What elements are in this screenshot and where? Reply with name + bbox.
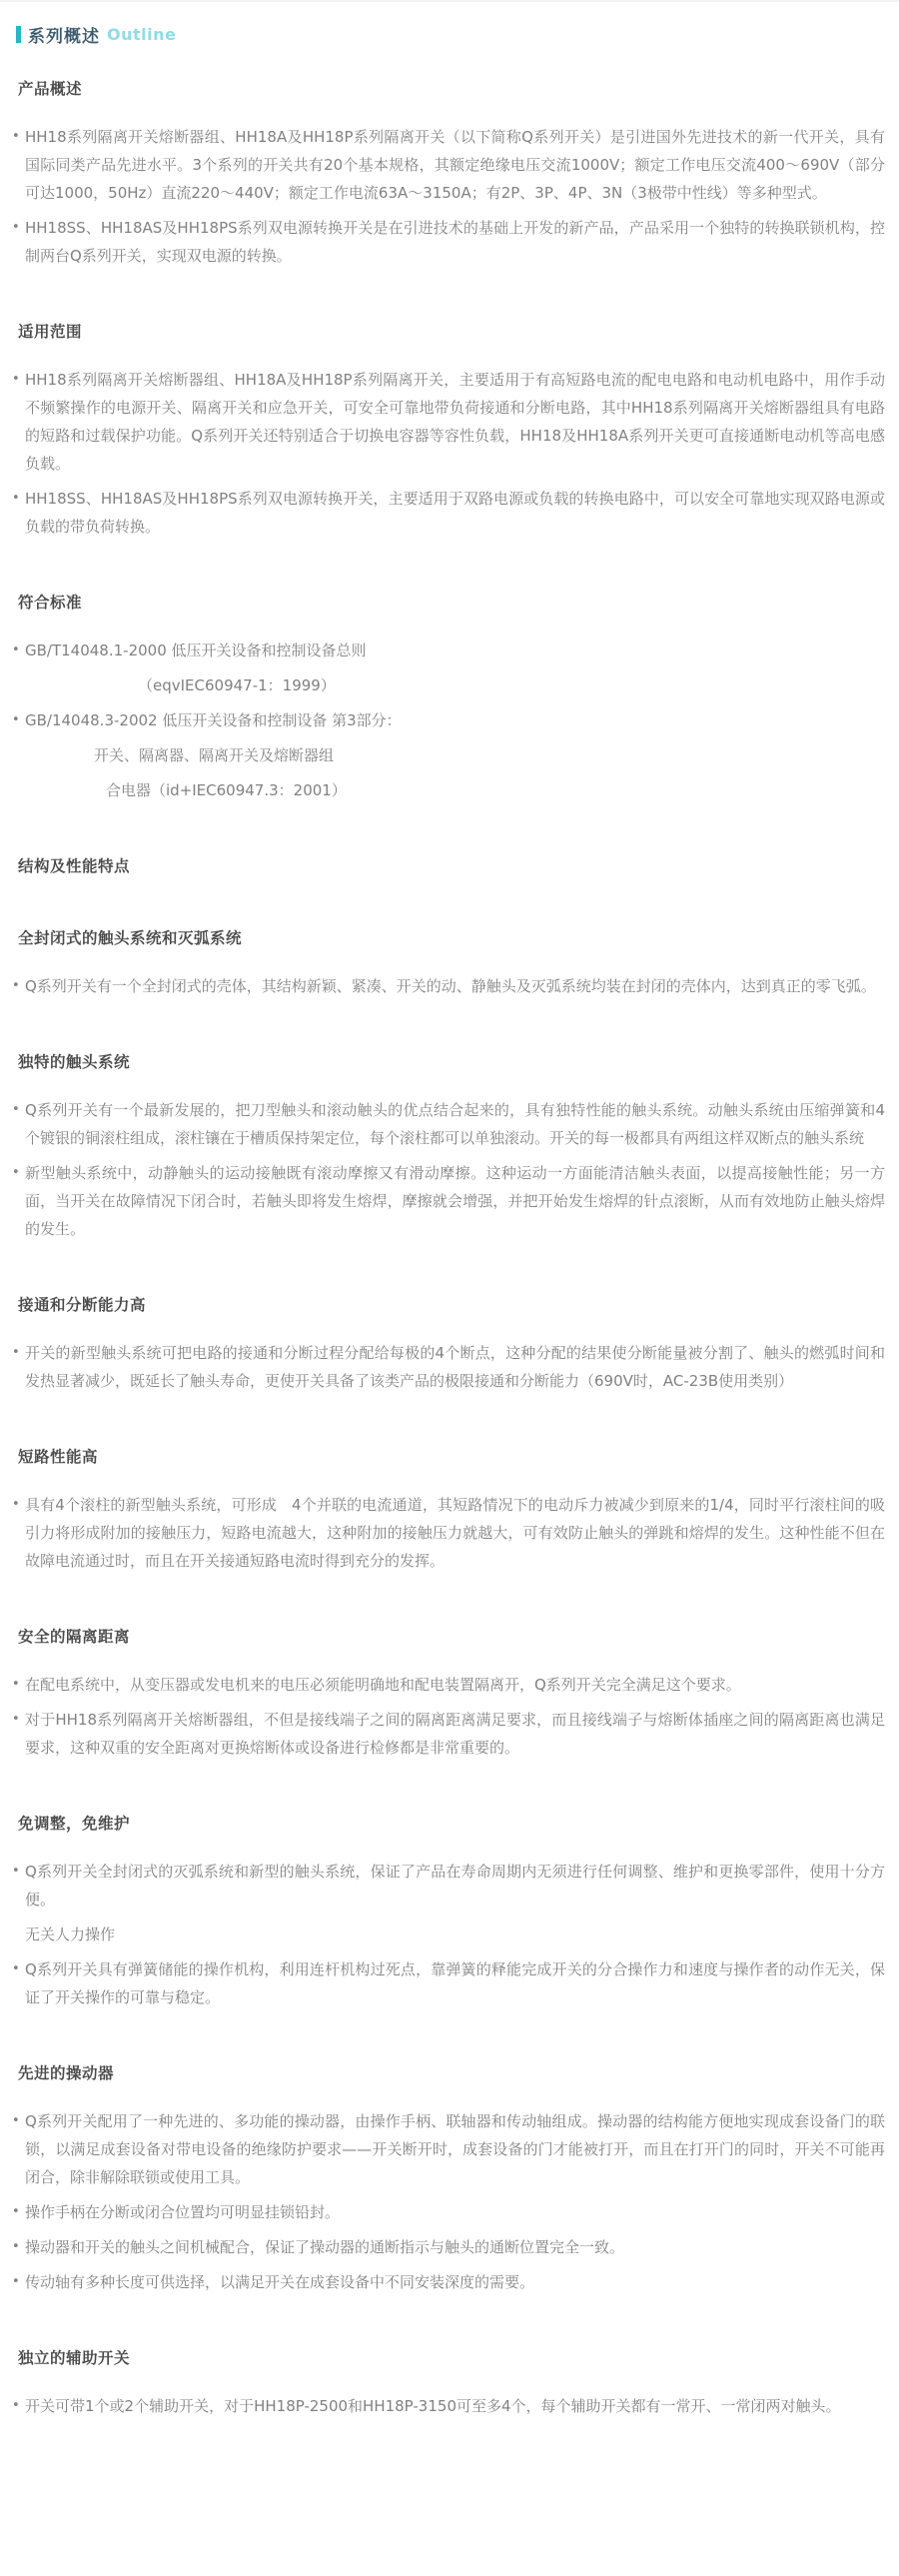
section-application-scope xyxy=(10,320,885,541)
bullet-icon: • xyxy=(12,978,20,993)
paragraph-text: Q系列开关全封闭式的灭弧系统和新型的触头系统，保证了产品在寿命周期内无须进行任何调整、维护和更换零部件，使用十分方便。 xyxy=(25,1863,885,1909)
bullet-paragraph xyxy=(10,1955,885,2011)
section-heading-short-circuit-performance: 短路性能高 xyxy=(18,1448,99,1466)
bullet-paragraph xyxy=(10,2233,885,2261)
section-isolation-distance xyxy=(10,1625,885,1762)
bullet-paragraph xyxy=(10,1858,885,1914)
bullet-paragraph xyxy=(10,2268,885,2296)
bullet-icon: • xyxy=(12,2398,20,2413)
paragraph-text: 新型触头系统中，动静触头的运动接触既有滚动摩擦又有滑动摩擦。这种运动一方面能清洁触头表面，以提高接触性能；另一方面，当开关在故障情况下闭合时，若触头即将发生熔焊，摩擦就会增强，并把开始发生熔焊的针点滚断，从而有效地防止触头熔焊的发生。 xyxy=(25,1164,885,1238)
paragraph-text: Q系列开关配用了一种先进的、多功能的操动器，由操作手柄、联轴器和传动轴组成。操动器的结构能方便地实现成套设备门的联锁，以满足成套设备对带电设备的绝缘防护要求——开关断开时，成套设备的门才能被打开，而且在打开门的同时，开关不可能再闭合，除非解除联锁或使用工具。 xyxy=(25,2112,885,2186)
paragraph-text: 传动轴有多种长度可供选择，以满足开关在成套设备中不同安装深度的需要。 xyxy=(25,2273,535,2291)
section-heading-structure-features: 结构及性能特点 xyxy=(18,857,131,875)
bullet-icon: • xyxy=(12,643,20,657)
bullet-icon: • xyxy=(12,2274,20,2289)
section-adjustment-free-maintenance-free xyxy=(10,1812,885,2011)
section-short-circuit-performance xyxy=(10,1445,885,1575)
section-heading-unique-contact-system: 独特的触头系统 xyxy=(18,1053,131,1071)
paragraph-text: GB/T14048.1-2000 低压开关设备和控制设备总则 xyxy=(25,642,367,659)
section-advanced-operator xyxy=(10,2061,885,2296)
bullet-paragraph xyxy=(10,1671,885,1699)
section-unique-contact-system xyxy=(10,1050,885,1243)
bullet-icon: • xyxy=(12,1864,20,1879)
bullet-icon: • xyxy=(12,1165,20,1180)
continuation-line xyxy=(10,1921,885,1948)
bullet-icon: • xyxy=(12,1345,20,1360)
bullet-paragraph xyxy=(10,1706,885,1762)
paragraph-text: 操作手柄在分断或闭合位置均可明显挂锁铅封。 xyxy=(25,2203,341,2221)
bullet-paragraph xyxy=(10,1339,885,1395)
section-heading-enclosed-contact-arc-system: 全封闭式的触头系统和灭弧系统 xyxy=(18,929,243,947)
paragraph-text: Q系列开关具有弹簧储能的操作机构，利用连杆机构过死点，靠弹簧的释能完成开关的分合操作力和速度与操作者的动作无关，保证了开关操作的可靠与稳定。 xyxy=(25,1960,885,2006)
paragraph-text: 开关的新型触头系统可把电路的接通和分断过程分配给每极的4个断点，这种分配的结果使分断能量被分割了、触头的燃弧时间和发热显著减少，既延长了触头寿命，更使开关具备了该类产品的极限接通和分断能力（690V时，AC-23B使用类别） xyxy=(25,1344,885,1390)
bullet-paragraph xyxy=(10,1096,885,1152)
bullet-icon: • xyxy=(12,129,20,144)
bullet-icon: • xyxy=(12,1961,20,1976)
bullet-icon: • xyxy=(12,2204,20,2219)
paragraph-text: HH18SS、HH18AS及HH18PS系列双电源转换开关是在引进技术的基础上开发的新产品，产品采用一个独特的转换联锁机构，控制两台Q系列开关，实现双电源的转换。 xyxy=(25,219,885,265)
paragraph-text: 具有4个滚柱的新型触头系统，可形成 4个并联的电流通道，其短路情况下的电动斥力被减少到原来的1/4，同时平行滚柱间的吸引力将形成附加的接触压力，短路电流越大，这种附加的接触压力就越大，可有效防止触头的弹跳和熔焊的发生。这种性能不但在故障电流通过时，而且在开关接通短路电流时得到充分的发挥。 xyxy=(25,1496,885,1570)
section-independent-auxiliary-switch xyxy=(10,2346,885,2420)
bullet-icon: • xyxy=(12,1102,20,1117)
paragraph-text: 对于HH18系列隔离开关熔断器组，不但是接线端子之间的隔离距离满足要求，而且接线端子与熔断体插座之间的隔离距离也满足要求，这种双重的安全距离对更换熔断体或设备进行检修都是非常重要的。 xyxy=(25,1711,885,1757)
bullet-paragraph xyxy=(10,1159,885,1243)
paragraph-text: （eqvIEC60947-1：1999） xyxy=(138,676,336,694)
section-product-overview xyxy=(10,77,885,270)
paragraph-text: 开关可带1个或2个辅助开关，对于HH18P-2500和HH18P-3150可至多4个，每个辅助开关都有一常开、一常闭两对触头。 xyxy=(25,2397,841,2415)
section-heading-advanced-operator: 先进的操动器 xyxy=(18,2064,115,2082)
bullet-icon: • xyxy=(12,2239,20,2254)
paragraph-text: HH18系列隔离开关熔断器组、HH18A及HH18P系列隔离开关（以下简称Q系列开关）是引进国外先进技术的新一代开关，具有国际同类产品先进水平。3个系列的开关共有20个基本规格，其额定绝缘电压交流1000V；额定工作电压交流400～690V（部分可达1000，50Hz）直流220～440V；额定工作电流63A～3150A；有2P、3P、4P、3N（3极带中性线）等多种型式。 xyxy=(25,128,885,202)
section-structure-features xyxy=(10,854,885,876)
paragraph-text: Q系列开关有一个全封闭式的壳体，其结构新颖、紧凑、开关的动、静触头及灭弧系统均装在封闭的壳体内，达到真正的零飞弧。 xyxy=(25,977,876,995)
section-heading-making-breaking-capacity: 接通和分断能力高 xyxy=(18,1296,147,1314)
bullet-paragraph xyxy=(10,706,885,734)
bullet-icon: • xyxy=(12,491,20,506)
bullet-icon: • xyxy=(12,1497,20,1512)
paragraph-text: Q系列开关有一个最新发展的，把刀型触头和滚动触头的优点结合起来的，具有独特性能的触头系统。动触头系统由压缩弹簧和4个镀银的铜滚柱组成，滚柱镶在于槽质保持架定位，每个滚柱都可以单独滚动。开关的每一极都具有两组这样双断点的触头系统 xyxy=(25,1101,885,1147)
bullet-paragraph xyxy=(10,366,885,478)
paragraph-text: GB/14048.3-2002 低压开关设备和控制设备 第3部分： xyxy=(25,711,402,729)
paragraph-text: 操动器和开关的触头之间机械配合，保证了操动器的通断指示与触头的通断位置完全一致。 xyxy=(25,2238,625,2256)
section-heading-application-scope: 适用范围 xyxy=(18,323,83,341)
continuation-line xyxy=(10,671,885,699)
bullet-icon: • xyxy=(12,1712,20,1727)
section-making-breaking-capacity xyxy=(10,1293,885,1395)
section-standards xyxy=(10,591,885,804)
bullet-paragraph xyxy=(10,972,885,1000)
bullet-paragraph xyxy=(10,123,885,207)
bullet-icon: • xyxy=(12,1677,20,1692)
sections-container xyxy=(10,77,885,2420)
bullet-paragraph xyxy=(10,485,885,541)
paragraph-text: 无关人力操作 xyxy=(25,1926,116,1943)
bullet-icon: • xyxy=(12,2113,20,2128)
section-heading-standards: 符合标准 xyxy=(18,594,83,612)
bullet-paragraph xyxy=(10,214,885,270)
paragraph-text: 合电器（id+IEC60947.3：2001） xyxy=(106,781,347,799)
section-heading-adjustment-free-maintenance-free: 免调整，免维护 xyxy=(18,1815,131,1833)
bullet-paragraph xyxy=(10,2392,885,2420)
section-heading-product-overview: 产品概述 xyxy=(18,80,83,98)
bullet-paragraph xyxy=(10,2198,885,2226)
section-heading-isolation-distance: 安全的隔离距离 xyxy=(18,1628,131,1646)
paragraph-text: 开关、隔离器、隔离开关及熔断器组 xyxy=(94,746,335,764)
continuation-line xyxy=(10,741,885,769)
continuation-line xyxy=(10,776,885,804)
page-subtitle: Outline xyxy=(107,25,177,44)
paragraph-text: HH18SS、HH18AS及HH18PS系列双电源转换开关，主要适用于双路电源或负载的转换电路中，可以安全可靠地实现双路电源或负载的带负荷转换。 xyxy=(25,490,885,536)
bullet-paragraph xyxy=(10,637,885,664)
page-title: 系列概述 xyxy=(28,27,100,47)
section-enclosed-contact-arc-system xyxy=(10,926,885,1000)
page-header xyxy=(16,22,885,47)
section-heading-independent-auxiliary-switch: 独立的辅助开关 xyxy=(18,2349,131,2367)
bullet-paragraph xyxy=(10,2107,885,2191)
bullet-icon: • xyxy=(12,372,20,387)
bullet-icon: • xyxy=(12,712,20,727)
paragraph-text: HH18系列隔离开关熔断器组、HH18A及HH18P系列隔离开关，主要适用于有高短路电流的配电电路和电动机电路中，用作手动不频繁操作的电源开关、隔离开关和应急开关，可安全可靠地带负荷接通和分断电路，其中HH18系列隔离开关熔断器组具有电路的短路和过载保护功能。Q系列开关还特别适合于切换电容器等容性负载，HH18及HH18A系列开关更可直接通断电动机等高电感负载。 xyxy=(25,371,885,473)
title-accent-bar xyxy=(16,26,21,43)
paragraph-text: 在配电系统中，从变压器或发电机来的电压必须能明确地和配电装置隔离开，Q系列开关完全满足这个要求。 xyxy=(25,1676,741,1694)
bullet-paragraph xyxy=(10,1491,885,1575)
bullet-icon: • xyxy=(12,220,20,235)
